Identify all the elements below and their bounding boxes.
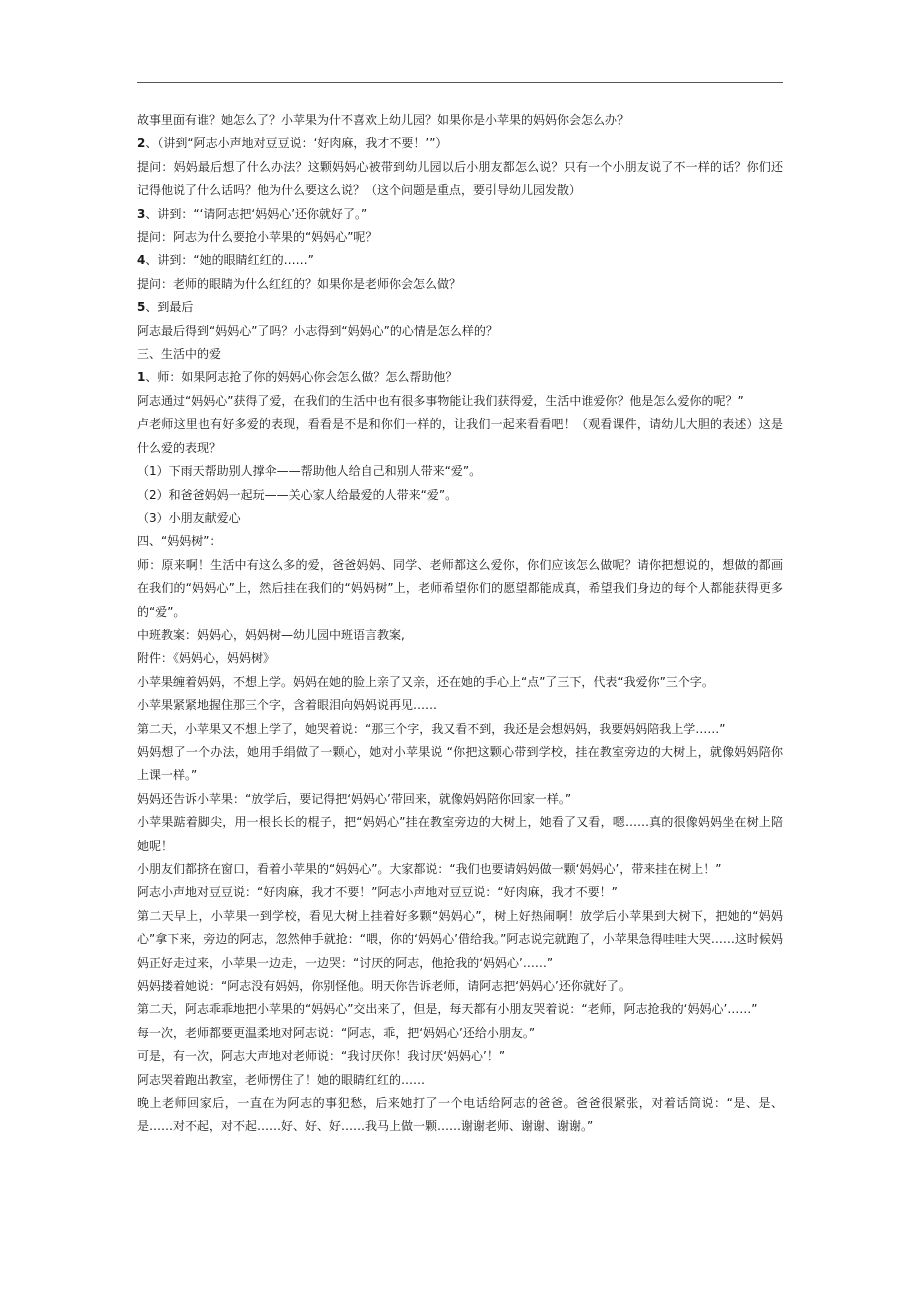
- paragraph-text: 卢老师这里也有好多爱的表现，看看是不是和你们一样的，让我们一起来看看吧！（观看课件，请幼儿大胆的表述）这是什么爱的表现？: [137, 417, 783, 455]
- paragraph: [137, 694, 783, 717]
- paragraph: [137, 132, 783, 155]
- paragraph: [137, 366, 783, 389]
- paragraph-text: 阿志最后得到“妈妈心”了吗？小志得到“妈妈心”的心情是怎么样的？: [137, 323, 498, 338]
- paragraph-text: 第二天早上，小苹果一到学校，看见大树上挂着好多颗“妈妈心”，树上好热闹啊！放学后小苹果到大树下，把她的“妈妈心”拿下来，旁边的阿志，忽然伸手就抢：“喂，你的‘妈妈心’借给我。”阿志说完就跑了，小苹果急得哇哇大哭……这时候妈妈正好走过来，小苹果一边走，一边哭：“讨厌的阿志，他抢我的‘妈妈心’……”: [137, 908, 783, 970]
- paragraph: [137, 413, 783, 460]
- paragraph-text: 故事里面有谁？她怎么了？小苹果为什不喜欢上幼儿园？如果你是小苹果的妈妈你会怎么办？: [137, 113, 630, 127]
- paragraph: [137, 249, 783, 272]
- paragraph: [137, 273, 783, 296]
- paragraph-number: 3: [137, 206, 146, 221]
- paragraph: [137, 1022, 783, 1045]
- paragraph-text: 提问：阿志为什么要抢小苹果的“妈妈心”呢？: [137, 230, 378, 245]
- paragraph-text: 晚上老师回家后，一直在为阿志的事犯愁，后来她打了一个电话给阿志的爸爸。爸爸很紧张，对着话筒说：“是、是、是……对不起，对不起……好、好、好……我马上做一颗……谢谢老师、谢谢、谢谢。”: [137, 1096, 783, 1134]
- header-rule: [137, 82, 783, 83]
- paragraph: [137, 109, 783, 132]
- paragraph-text: （1）下雨天帮助别人撑伞——帮助他人给自己和别人带来“爱”。: [137, 464, 482, 479]
- paragraph-text: 四、“妈妈树”：: [137, 534, 222, 549]
- paragraph: [137, 1045, 783, 1068]
- paragraph-text: 妈妈搂着她说：“阿志没有妈妈，你别怪他。明天你告诉老师，请阿志把‘妈妈心’还你就好了。: [137, 979, 631, 994]
- paragraph-text: 第二天，小苹果又不想上学了，她哭着说：“那三个字，我又看不到，我还是会想妈妈，我要妈妈陪我上学……”: [137, 721, 726, 736]
- paragraph: [137, 203, 783, 226]
- paragraph: [137, 1069, 783, 1092]
- paragraph-text: 小苹果紧紧地握住那三个字，含着眼泪向妈妈说再见……: [137, 698, 438, 713]
- paragraph-text: 、讲到：“她的眼睛红红的……”: [145, 253, 314, 268]
- paragraph-number: 1: [137, 370, 146, 385]
- paragraph: [137, 554, 783, 624]
- paragraph: [137, 156, 783, 203]
- document-body: [137, 109, 783, 1139]
- paragraph: [137, 881, 783, 904]
- paragraph: [137, 975, 783, 998]
- paragraph-text: 阿志通过“妈妈心”获得了爱，在我们的生活中也有很多事物能让我们获得爱，生活中谁爱你？他是怎么爱你的呢？”: [137, 393, 744, 408]
- paragraph: [137, 226, 783, 249]
- paragraph: [137, 296, 783, 319]
- paragraph-text: 每一次，老师都要更温柔地对阿志说：“阿志，乖，把‘妈妈心’还给小朋友。”: [137, 1025, 536, 1040]
- paragraph-text: （2）和爸爸妈妈一起玩——关心家人给最爱的人带来“爱”。: [137, 487, 458, 502]
- paragraph-text: 、（讲到“阿志小声地对豆豆说：‘好肉麻，我才不要！’”）: [145, 136, 448, 151]
- paragraph-number: 5: [137, 300, 146, 315]
- paragraph-text: 、到最后: [145, 300, 194, 315]
- paragraph: [137, 718, 783, 741]
- paragraph: [137, 741, 783, 788]
- paragraph: [137, 343, 783, 366]
- paragraph-number: 4: [137, 253, 146, 268]
- paragraph: [137, 788, 783, 811]
- paragraph-text: 、师：如果阿志抢了你的妈妈心你会怎么做？怎么帮助他？: [145, 370, 458, 385]
- paragraph-text: （3）小朋友献爱心: [137, 510, 241, 525]
- paragraph-text: 三、生活中的爱: [137, 347, 222, 362]
- paragraph-text: 阿志小声地对豆豆说：“好肉麻，我才不要！”阿志小声地对豆豆说：“好肉麻，我才不要！”: [137, 885, 618, 900]
- paragraph: [137, 998, 783, 1021]
- paragraph-text: 小苹果踮着脚尖，用一根长长的棍子，把“妈妈心”挂在教室旁边的大树上，她看了又看，嗯……真的很像妈妈坐在树上陪她呢！: [137, 815, 783, 853]
- paragraph-text: 师：原来啊！生活中有这么多的爱，爸爸妈妈、同学、老师都这么爱你，你们应该怎么做呢？请你把想说的，想做的都画在我们的“妈妈心”上，然后挂在我们的“妈妈树”上，老师希望你们的愿望都能成真，希望我们身边的每个人都能获得更多的“爱”。: [137, 557, 783, 619]
- paragraph-text: 阿志哭着跑出教室，老师愣住了！她的眼睛红红的……: [137, 1072, 426, 1087]
- paragraph: [137, 530, 783, 553]
- paragraph-text: 第二天，阿志乖乖地把小苹果的“妈妈心”交出来了，但是，每天都有小朋友哭着说：“老师，阿志抢我的‘妈妈心’……”: [137, 1002, 758, 1017]
- paragraph: [137, 647, 783, 670]
- paragraph-text: 可是，有一次，阿志大声地对老师说：“我讨厌你！我讨厌‘妈妈心’！”: [137, 1049, 506, 1064]
- paragraph-text: 提问：老师的眼睛为什么红红的？如果你是老师你会怎么做？: [137, 276, 462, 291]
- paragraph-text: 小朋友们都挤在窗口，看着小苹果的“妈妈心”。大家都说：“我们也要请妈妈做一颗‘妈妈心’，带来挂在树上！”: [137, 862, 722, 876]
- paragraph: [137, 507, 783, 530]
- paragraph-text: 小苹果缠着妈妈，不想上学。妈妈在她的脸上亲了又亲，还在她的手心上“点”了三下，代表“我爱你”三个字。: [137, 674, 714, 689]
- paragraph-text: 附件：《妈妈心，妈妈树》: [137, 651, 276, 666]
- paragraph-text: 中班教案：妈妈心，妈妈树—幼儿园中班语言教案,: [137, 627, 405, 642]
- paragraph: [137, 390, 783, 413]
- paragraph: [137, 460, 783, 483]
- paragraph-text: 提问：妈妈最后想了什么办法？这颗妈妈心被带到幼儿园以后小朋友都怎么说？只有一个小朋友说了不一样的话？你们还记得他说了什么话吗？他为什么要这么说？（这个问题是重点，要引导幼儿园发散）: [137, 159, 783, 198]
- paragraph: [137, 624, 783, 647]
- paragraph: [137, 320, 783, 343]
- paragraph: [137, 905, 783, 975]
- paragraph-number: 2: [137, 136, 146, 151]
- paragraph-text: 、讲到：“‘请阿志把‘妈妈心’还你就好了。”: [145, 206, 368, 221]
- paragraph: [137, 484, 783, 507]
- paragraph: [137, 1092, 783, 1139]
- paragraph: [137, 671, 783, 694]
- paragraph: [137, 858, 783, 881]
- paragraph: [137, 811, 783, 858]
- paragraph-text: 妈妈还告诉小苹果：“放学后，要记得把‘妈妈心’带回来，就像妈妈陪你回家一样。”: [137, 791, 572, 806]
- paragraph-text: 妈妈想了一个办法，她用手绢做了一颗心，她对小苹果说 “你把这颗心带到学校，挂在教室旁边的大树上，就像妈妈陪你上课一样。”: [137, 744, 783, 783]
